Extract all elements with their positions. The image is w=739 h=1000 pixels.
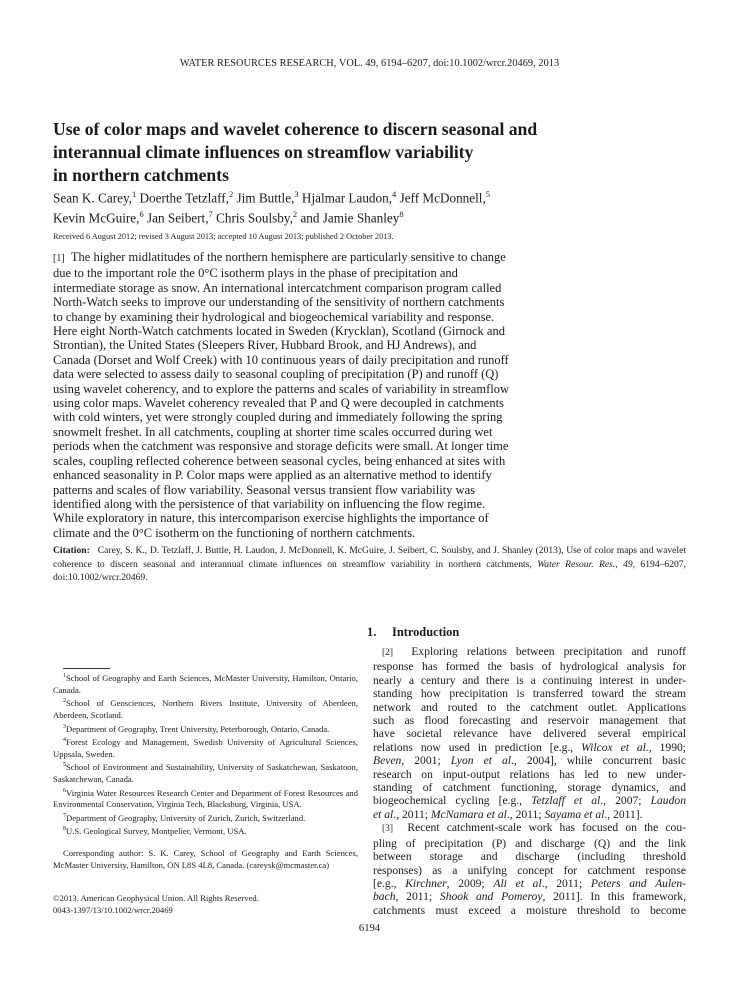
abstract: [53, 250, 558, 540]
affiliation-marker: 3: [294, 189, 299, 199]
copyright-block: [53, 893, 358, 916]
introduction-body: [373, 645, 686, 917]
footnote-marker: 5: [63, 762, 66, 769]
body-text-line: such as flood forecasting and reservoir management that: [373, 714, 686, 728]
author-name: Kevin McGuire,: [53, 210, 140, 226]
section-title: Introduction: [392, 625, 460, 639]
abstract-line: snowmelt freshet. In all catchments, coupling at shorter time scales occurred during wet: [53, 424, 493, 439]
affiliation-marker: 8: [399, 209, 404, 220]
paragraph-number: [3]: [382, 824, 394, 835]
citation: Citation: Carey, S. K., D. Tetzlaff, J. Buttle, H. Laudon, J. McDonnell, K. McGuire, J. Seibert, C. Soulsby, and J. Shanley (2013), Use of color maps and wavelet coherence to discern seasonal and interannual climate influences on streamflow variability in northern catchments, Water Resour. Res., 49, 6194–6207, doi:10.1002/wrcr.20469.: [53, 545, 687, 584]
footnote-marker: 7: [63, 812, 66, 819]
body-text-line: responses) as a unifying concept for catchment response: [373, 863, 686, 877]
affiliation-footnote: $^6$Virginia Water Resources Research Center and Department of Forest Resources and Environmental Conservation, Virginia Tech, Blacksburg, Virginia, USA.: [53, 787, 358, 810]
affiliation-marker: 4: [392, 189, 397, 199]
citation-label: Citation:: [53, 545, 90, 556]
body-text-line: et al., 2011; McNamara et al., 2011; Sayama et al., 2011].: [373, 807, 643, 821]
author-name: and Jamie Shanley: [300, 210, 400, 226]
affiliation-marker: 5: [485, 189, 491, 199]
citation-text: Carey, S. K., D. Tetzlaff, J. Buttle, H. Laudon, J. McDonnell, K. McGuire, J. Seibert, C. Soulsby, and J. Shanley (2013), Use of color maps and wavelet coherence to discern seasonal and interannual climate influences on streamflow variability in northern catchments,: [53, 545, 686, 570]
affiliation-footnote: $^5$School of Environment and Sustainability, University of Saskatchewan, Saskatoon, Saskatchewan, Canada.: [53, 762, 358, 784]
body-text-line: [3] Recent catchment-scale work has focused on the cou-: [382, 821, 686, 835]
abstract-line: Canada (Dorset and Wolf Creek) with 10 continuous years of daily precipitation and runoff: [53, 352, 509, 367]
author-name: Jan Seibert,: [146, 210, 209, 226]
footnote-marker: 6: [63, 787, 66, 794]
body-text-line: standing how precipitation is transferred toward the stream: [373, 687, 686, 701]
body-text-line: Beven, 2001; Lyon et al., 2004], while concurrent basic: [373, 754, 687, 768]
author-name: Jeff McDonnell,: [399, 190, 486, 206]
section-heading-introduction: [367, 625, 459, 640]
footnote-marker: 4: [63, 737, 66, 744]
affiliation-footnotes: [53, 671, 358, 838]
abstract-line: North-Watch seeks to improve our understanding of the sensitivity of northern catchments: [53, 295, 505, 310]
citation-volume: 49: [623, 558, 633, 570]
corresponding-author-text: Corresponding author: S. K. Carey, School of Geography and Earth Sciences, McMaster University, Hamilton, ON L8S 4L8, Canada. (careysk@mcmaster.ca): [53, 848, 358, 870]
affiliation-footnote: $^4$Forest Ecology and Management, Swedish University of Agricultural Sciences, Uppsala, Sweden.: [53, 736, 358, 759]
affiliation-marker: 2: [292, 209, 298, 220]
author-name: Hjalmar Laudon,: [301, 190, 393, 206]
paragraph-number: [1]: [53, 253, 65, 264]
body-text-line: response has formed the basis of hydrological analysis for: [373, 660, 686, 674]
author-name: Chris Soulsby,: [216, 210, 293, 226]
footnote-divider: [63, 668, 110, 669]
abstract-line: Here eight North-Watch catchments located in Sweden (Krycklan), Scotland (Girnock and: [53, 324, 505, 339]
affiliation-footnote: $^1$School of Geography and Earth Sciences, McMaster University, Hamilton, Ontario, Canada.: [53, 672, 358, 695]
affiliation-marker: 2: [228, 189, 234, 199]
body-text-line: standing of catchment functioning, storage dynamics, and: [373, 781, 686, 795]
abstract-line: with cold winters, yet were strongly coupled during and immediately following the spring: [53, 410, 503, 425]
author-list: [53, 186, 573, 227]
abstract-line: [1] The higher midlatitudes of the northern hemisphere are particularly sensitive to change: [53, 250, 506, 264]
abstract-line: using wavelet coherency, and to explore the patterns and scales of variability in streamflow: [53, 381, 509, 396]
section-number: 1.: [367, 625, 377, 639]
running-head: WATER RESOURCES RESEARCH, VOL. 49, 6194–6207, doi:10.1002/wrcr.20469, 2013: [179, 58, 560, 69]
affiliation-marker: 6: [139, 209, 144, 220]
abstract-line: enhanced seasonality in P. Color maps were applied as an alternative method to identify: [53, 468, 492, 483]
abstract-line: Strontian), the United States (Sleepers River, Hubbard Brook, and HJ Andrews), and: [53, 338, 477, 353]
abstract-line: While exploratory in nature, this intercomparison exercise highlights the importance of: [53, 511, 489, 526]
affiliation-footnote: $^2$School of Geosciences, Northern Rivers Institute, University of Aberdeen, Aberdeen, Scotland.: [53, 698, 358, 720]
body-text-line: pling of precipitation (P) and discharge (Q) and the link: [373, 836, 686, 850]
body-text-line: research on input-output relations has led to new under-: [373, 767, 686, 781]
abstract-line: due to the important role the 0°C isotherm plays in the phase of precipitation and: [53, 266, 458, 281]
body-text-line: nearly a century and there is a continuing interest in under-: [373, 673, 686, 687]
body-text-line: biogeochemical cycling [e.g., Tetzlaff et al., 2007; Laudon: [373, 794, 686, 808]
issn-doi-line: 0043-1397/13/10.1002/wrcr.20469: [53, 904, 173, 915]
footnote-marker: 8: [63, 826, 66, 833]
title-line: interannual climate influences on streamflow variability: [53, 142, 474, 162]
body-text-line: [e.g., Kirchner, 2009; Ali et al., 2011; Peters and Aulen-: [373, 876, 686, 890]
article-title: [53, 118, 573, 187]
corresponding-author: [53, 848, 358, 871]
footnote-marker: 1: [63, 673, 66, 679]
abstract-line: scales, coupling reflected coherence between seasonal cycles, being enhanced at sites with: [53, 453, 506, 468]
body-text-line: network and routed to the catchment outlet. Applications: [373, 700, 686, 714]
citation-pages-doi: , 6194–6207, doi:10.1002/wrcr.20469.: [53, 558, 687, 584]
citation-journal: Water Resour. Res.: [537, 558, 616, 570]
body-text-line: [2] Exploring relations between precipitation and runoff: [382, 645, 686, 658]
footnote-marker: 3: [63, 723, 66, 730]
affiliation-footnote: $^8$U.S. Geological Survey, Montpelier, Vermont, USA.: [63, 826, 247, 837]
body-text-line: have societal relevance have delivered several empirical: [373, 727, 686, 741]
abstract-line: identified along with the persistence of that variability on influencing the flow regime.: [53, 496, 486, 511]
body-text-line: relations now used in prediction [e.g., Wilcox et al., 1990;: [373, 740, 687, 754]
paragraph-number: [2]: [382, 648, 394, 658]
abstract-line: to change by examining their hydrological and biogeochemical variability and response.: [53, 309, 495, 324]
author-name: Jim Buttle,: [236, 190, 295, 206]
body-text-line: bach, 2011; Shook and Pomeroy, 2011]. In this framework,: [373, 890, 686, 904]
abstract-line: data were selected to assess daily to seasonal coupling of precipitation (P) and runoff (Q): [53, 367, 499, 382]
body-text-line: between storage and discharge (including threshold: [373, 850, 686, 864]
affiliation-marker: 7: [208, 209, 213, 220]
received-dates: Received 6 August 2012; revised 3 August 2013; accepted 10 August 2013; published 2 October 2013.: [53, 232, 394, 241]
body-text-line: catchments must exceed a moisture threshold to become: [373, 903, 686, 917]
page-number: 6194: [358, 923, 381, 934]
abstract-line: periods when the catchment was responsive and storage deficits were small. At longer time: [53, 439, 509, 454]
footnote-marker: 2: [63, 698, 66, 705]
abstract-line: intermediate storage as snow. An international intercatchment comparison program called: [53, 280, 502, 295]
affiliation-footnote: $^3$Department of Geography, Trent University, Peterborough, Ontario, Canada.: [63, 723, 330, 734]
affiliation-footnote: $^7$Department of Geography, University of Zurich, Zurich, Switzerland.: [63, 812, 306, 823]
copyright-line: ©2013. American Geophysical Union. All Rights Reserved.: [53, 893, 259, 903]
abstract-line: using color maps. Wavelet coherency revealed that P and Q were decoupled in catchments: [53, 396, 504, 411]
author-name: Sean K. Carey,: [53, 190, 132, 206]
abstract-line: patterns and scales of flow variability. Seasonal versus transient flow variability was: [53, 482, 475, 497]
title-line: in northern catchments: [53, 165, 229, 185]
abstract-line: climate and the 0°C isotherm on the functioning of northern catchments.: [53, 525, 416, 540]
affiliation-marker: 1: [131, 189, 137, 199]
author-name: Doerthe Tetzlaff,: [139, 190, 229, 206]
title-line: Use of color maps and wavelet coherence to discern seasonal and: [53, 119, 538, 139]
